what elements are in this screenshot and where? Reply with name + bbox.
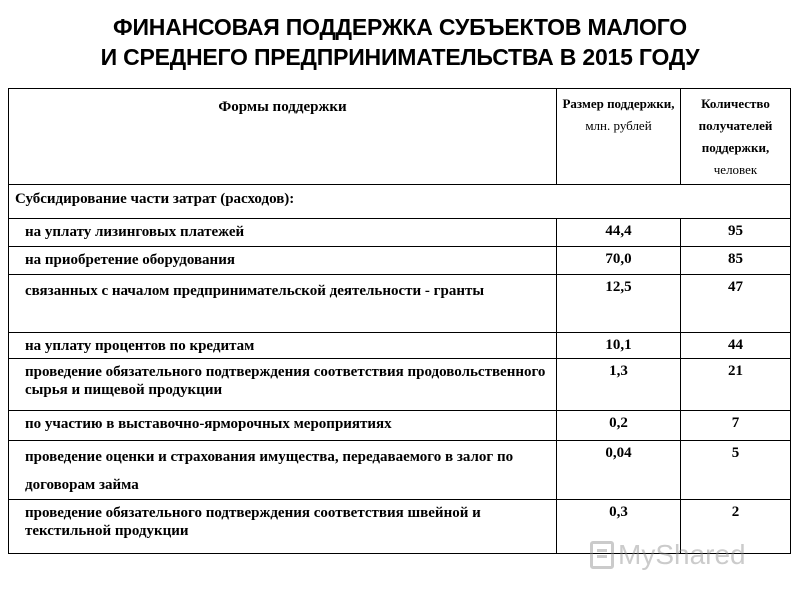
table-row bbox=[9, 333, 791, 359]
section-row bbox=[9, 185, 791, 219]
header-amount bbox=[557, 89, 681, 185]
row-amount: 44,4 bbox=[557, 219, 681, 247]
title-line-2: И СРЕДНЕГО ПРЕДПРИНИМАТЕЛЬСТВА В 2015 ГОДУ bbox=[100, 44, 700, 70]
row-amount: 0,3 bbox=[557, 500, 681, 554]
title-line-1: ФИНАНСОВАЯ ПОДДЕРЖКА СУБЪЕКТОВ МАЛОГО bbox=[113, 14, 687, 40]
table-row bbox=[9, 359, 791, 411]
header-forms: Формы поддержки bbox=[9, 89, 557, 185]
row-recipients: 44 bbox=[681, 333, 791, 359]
page-title bbox=[0, 12, 800, 72]
header-recipients bbox=[681, 89, 791, 185]
row-name: связанных с началом предпринимательской деятельности - гранты bbox=[9, 275, 557, 333]
row-name: проведение оценки и страхования имущества, передаваемого в залог по договорам займа bbox=[9, 441, 557, 500]
row-recipients: 2 bbox=[681, 500, 791, 554]
row-name: на уплату процентов по кредитам bbox=[9, 333, 557, 359]
table-header-row bbox=[9, 89, 791, 185]
row-amount: 10,1 bbox=[557, 333, 681, 359]
row-amount: 12,5 bbox=[557, 275, 681, 333]
watermark-text: MyShared bbox=[618, 539, 746, 570]
watermark bbox=[590, 534, 770, 576]
row-amount: 70,0 bbox=[557, 247, 681, 275]
table-row bbox=[9, 219, 791, 247]
table-row bbox=[9, 275, 791, 333]
row-name: проведение обязательного подтверждения соответствия швейной и текстильной продукции bbox=[9, 500, 557, 554]
row-amount: 0,04 bbox=[557, 441, 681, 500]
row-amount: 1,3 bbox=[557, 359, 681, 411]
table-row bbox=[9, 441, 791, 500]
table-row bbox=[9, 411, 791, 441]
row-recipients: 21 bbox=[681, 359, 791, 411]
row-name: проведение обязательного подтверждения соответствия продовольственного сырья и пищевой продукции bbox=[9, 359, 557, 411]
row-recipients: 95 bbox=[681, 219, 791, 247]
section-title: Субсидирование части затрат (расходов): bbox=[9, 185, 791, 219]
row-recipients: 5 bbox=[681, 441, 791, 500]
table-row bbox=[9, 247, 791, 275]
row-amount: 0,2 bbox=[557, 411, 681, 441]
header-amount-title: Размер поддержки, bbox=[562, 96, 675, 111]
row-name: по участию в выставочно-ярморочных мероприятиях bbox=[9, 411, 557, 441]
support-table bbox=[8, 88, 791, 554]
row-name: на уплату лизинговых платежей bbox=[9, 219, 557, 247]
document-icon bbox=[590, 541, 614, 569]
row-name: на приобретение оборудования bbox=[9, 247, 557, 275]
row-recipients: 47 bbox=[681, 275, 791, 333]
row-recipients: 7 bbox=[681, 411, 791, 441]
header-recipients-title: Количество получателей поддержки, bbox=[698, 96, 773, 155]
header-amount-unit: млн. рублей bbox=[585, 118, 652, 133]
header-recipients-unit: человек bbox=[713, 162, 758, 177]
row-recipients: 85 bbox=[681, 247, 791, 275]
